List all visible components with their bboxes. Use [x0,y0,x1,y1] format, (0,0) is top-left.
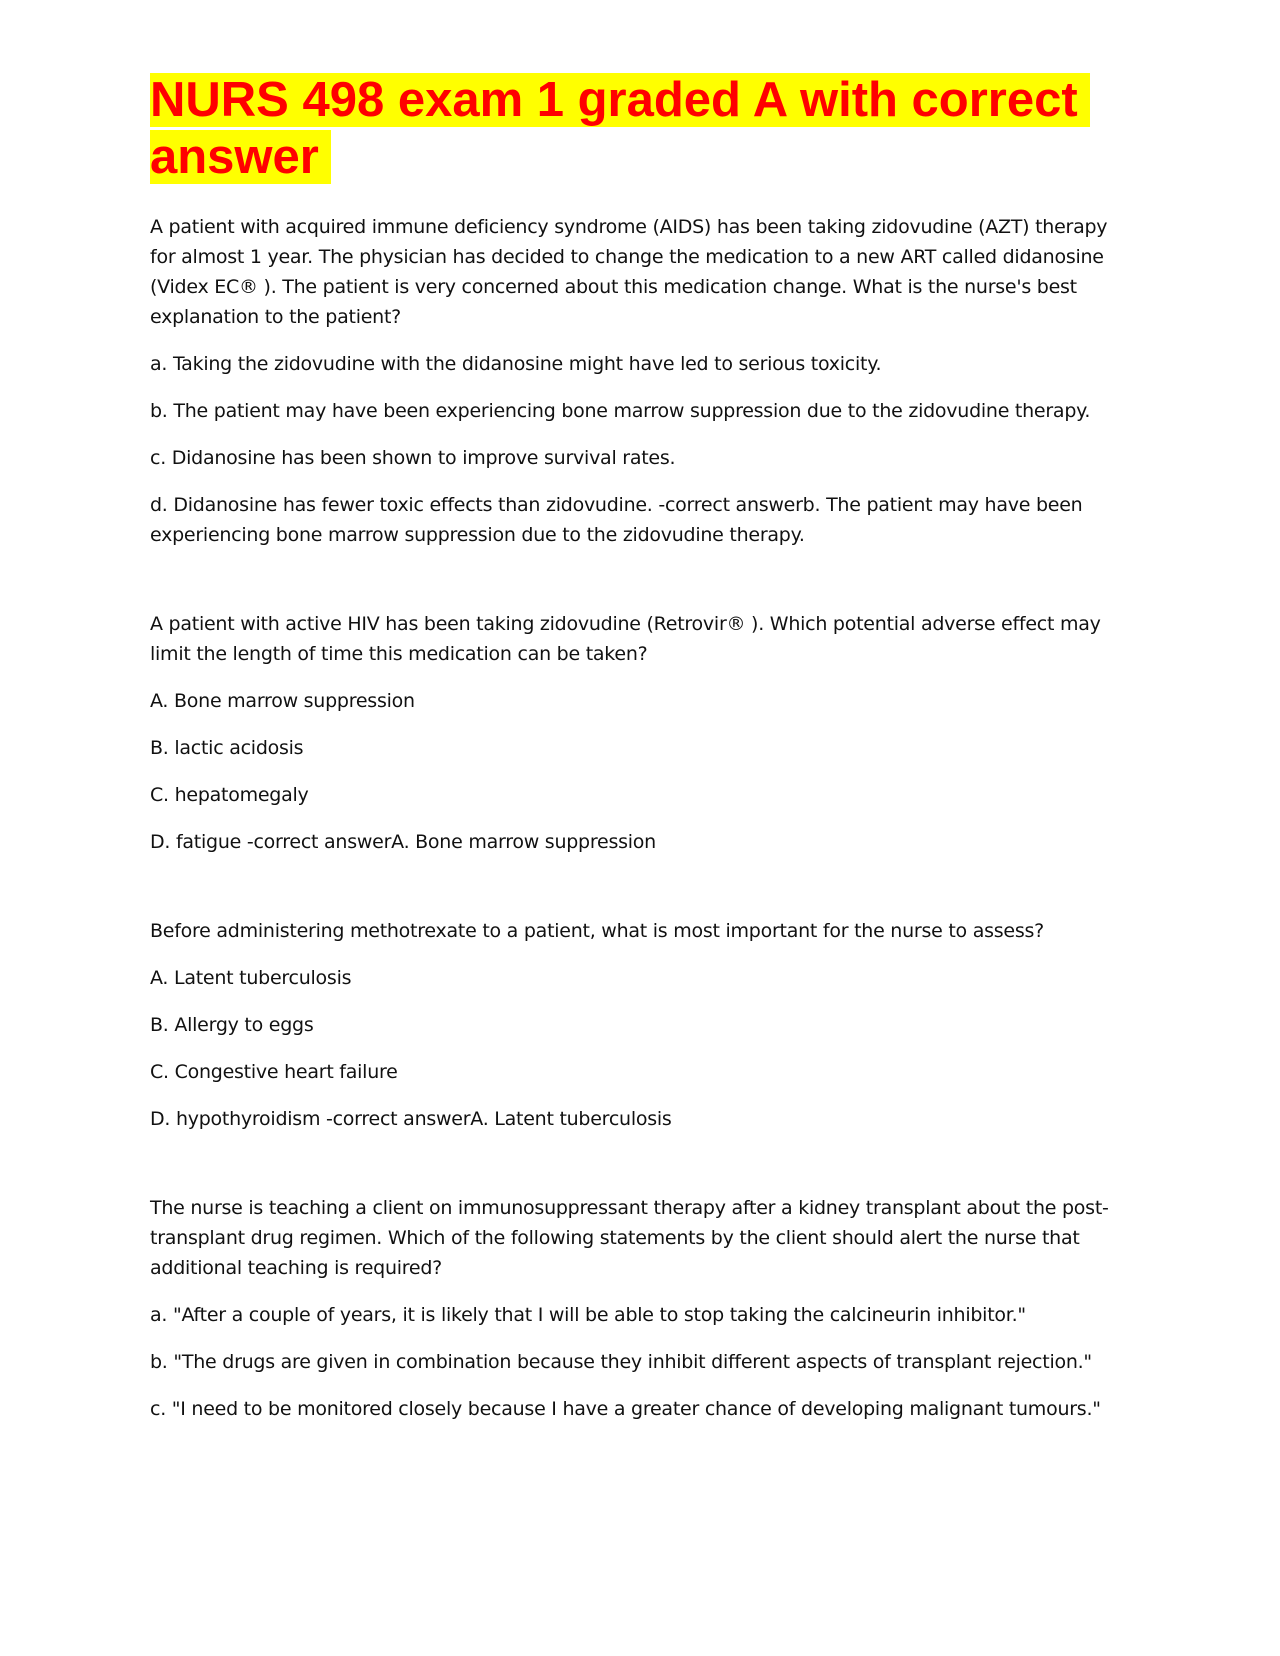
question-text: The nurse is teaching a client on immunosuppressant therapy after a kidney transplant about the post-transplant drug regimen. Which of the following statements by the client should alert the nurse that additional teaching is required? [150,1197,1109,1279]
answer-option-with-correct-answer: D. hypothyroidism -correct answerA. Latent tuberculosis [150,1108,672,1130]
answer-option: A. Latent tuberculosis [150,967,352,989]
question-text: Before administering methotrexate to a patient, what is most important for the nurse to assess? [150,920,1044,942]
answer-option-with-correct-answer: d. Didanosine has fewer toxic effects than zidovudine. -correct answerb. The patient may have been experiencing bone marrow suppression due to the zidovudine therapy. [150,494,1083,546]
question-text: A patient with acquired immune deficiency syndrome (AIDS) has been taking zidovudine (AZT) therapy for almost 1 year. The physician has decided to change the medication to a new ART called didanosine (Videx EC® ). The patient is very concerned about this medication change. What is the nurse's best explanation to the patient? [150,216,1108,328]
title-highlight: NURS 498 exam 1 graded A with correct answer [150,73,1090,184]
answer-option: c. Didanosine has been shown to improve survival rates. [150,447,676,469]
answer-option-with-correct-answer: D. fatigue -correct answerA. Bone marrow suppression [150,831,656,853]
answer-option: C. hepatomegaly [150,784,309,806]
answer-option: b. The patient may have been experiencing bone marrow suppression due to the zidovudine therapy. [150,400,1091,422]
document-content [150,72,1130,1441]
question-text: A patient with active HIV has been taking zidovudine (Retrovir® ). Which potential adverse effect may limit the length of time this medication can be taken? [150,613,1101,665]
question-block-4 [150,1193,1130,1424]
answer-option: c. "I need to be monitored closely because I have a greater chance of developing malignant tumours." [150,1398,1101,1420]
page-title [150,72,1130,186]
answer-option: A. Bone marrow suppression [150,690,415,712]
answer-option: a. "After a couple of years, it is likely that I will be able to stop taking the calcineurin inhibitor." [150,1304,1026,1326]
answer-option: a. Taking the zidovudine with the didanosine might have led to serious toxicity. [150,353,882,375]
answer-option: B. Allergy to eggs [150,1014,314,1036]
answer-option: B. lactic acidosis [150,737,304,759]
answer-option: C. Congestive heart failure [150,1061,398,1083]
question-block-2 [150,609,1130,857]
answer-option: b. "The drugs are given in combination because they inhibit different aspects of transplant rejection." [150,1351,1092,1373]
question-block-1 [150,212,1130,550]
question-block-3 [150,916,1130,1134]
